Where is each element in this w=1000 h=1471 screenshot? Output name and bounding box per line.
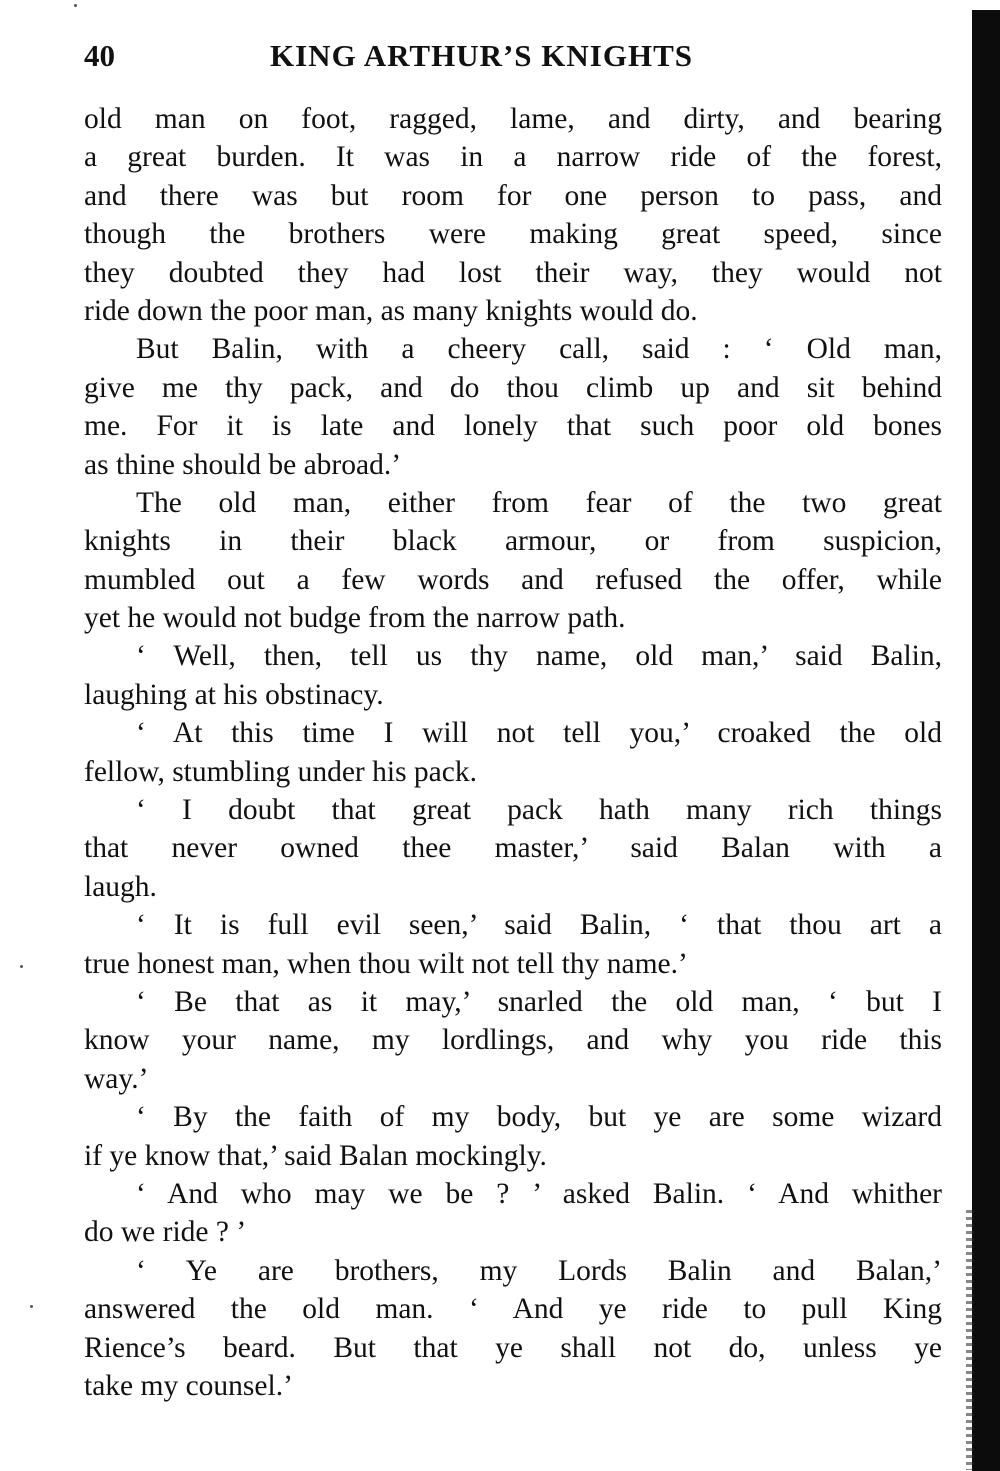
page-number: 40 [84, 38, 115, 73]
text-line: Rience’s beard. But that ye shall not do, unless ye [84, 1331, 942, 1364]
text-line: ‘ And who may we be ? ’ asked Balin. ‘ And whither [136, 1177, 942, 1210]
text-line: and there was but room for one person to pass, and [84, 179, 942, 212]
text-line: give me thy pack, and do thou climb up and sit behind [84, 371, 942, 404]
text-line: fellow, stumbling under his pack. [84, 755, 477, 788]
text-line: way.’ [84, 1062, 149, 1095]
text-line: take my counsel.’ [84, 1369, 293, 1402]
text-line: laugh. [84, 870, 157, 903]
scan-speck [30, 1305, 33, 1308]
text-line: though the brothers were making great speed, since [84, 218, 942, 251]
text-line: true honest man, when thou wilt not tell thy name.’ [84, 947, 688, 980]
scan-speck [20, 965, 23, 968]
text-line: yet he would not budge from the narrow path. [84, 602, 626, 635]
text-line: ‘ It is full evil seen,’ said Balin, ‘ that thou art a [136, 909, 942, 942]
text-line: know your name, my lordlings, and why you ride this [84, 1024, 942, 1057]
text-line: ‘ Be that as it may,’ snarled the old man, ‘ but I [136, 985, 942, 1018]
scan-speck [74, 4, 77, 7]
text-line: knights in their black armour, or from suspicion, [84, 525, 942, 558]
text-line: as thine should be abroad.’ [84, 448, 402, 481]
text-line: laughing at his obstinacy. [84, 678, 384, 711]
text-line: they doubted they had lost their way, they would not [84, 256, 942, 289]
text-line: a great burden. It was in a narrow ride of the forest, [84, 141, 942, 174]
text-line: that never owned thee master,’ said Balan with a [84, 832, 942, 865]
text-line: ‘ At this time I will not tell you,’ croaked the old [136, 717, 942, 750]
text-line: if ye know that,’ said Balan mockingly. [84, 1139, 547, 1172]
text-line: ‘ By the faith of my body, but ye are some wizard [136, 1101, 942, 1134]
text-line: ‘ Ye are brothers, my Lords Balin and Balan,’ [136, 1254, 942, 1287]
text-line: The old man, either from fear of the two great [136, 486, 942, 519]
text-line: ride down the poor man, as many knights would do. [84, 294, 698, 327]
text-line: answered the old man. ‘ And ye ride to pull King [84, 1293, 942, 1326]
text-line: old man on foot, ragged, lame, and dirty, and bearing [84, 103, 942, 135]
page-header [84, 38, 944, 82]
scan-edge-shadow [972, 10, 1000, 1471]
text-line: do we ride ? ’ [84, 1216, 247, 1249]
text-line: me. For it is late and lonely that such poor old bones [84, 410, 942, 443]
text-line: mumbled out a few words and refused the offer, while [84, 563, 942, 596]
text-line: ‘ Well, then, tell us thy name, old man,’ said Balin, [136, 640, 942, 673]
text-line: ‘ I doubt that great pack hath many rich things [136, 794, 942, 827]
text-line: But Balin, with a cheery call, said : ‘ Old man, [136, 333, 942, 366]
page-body-text [84, 100, 942, 1405]
running-title: KING ARTHUR’S KNIGHTS [270, 38, 693, 73]
